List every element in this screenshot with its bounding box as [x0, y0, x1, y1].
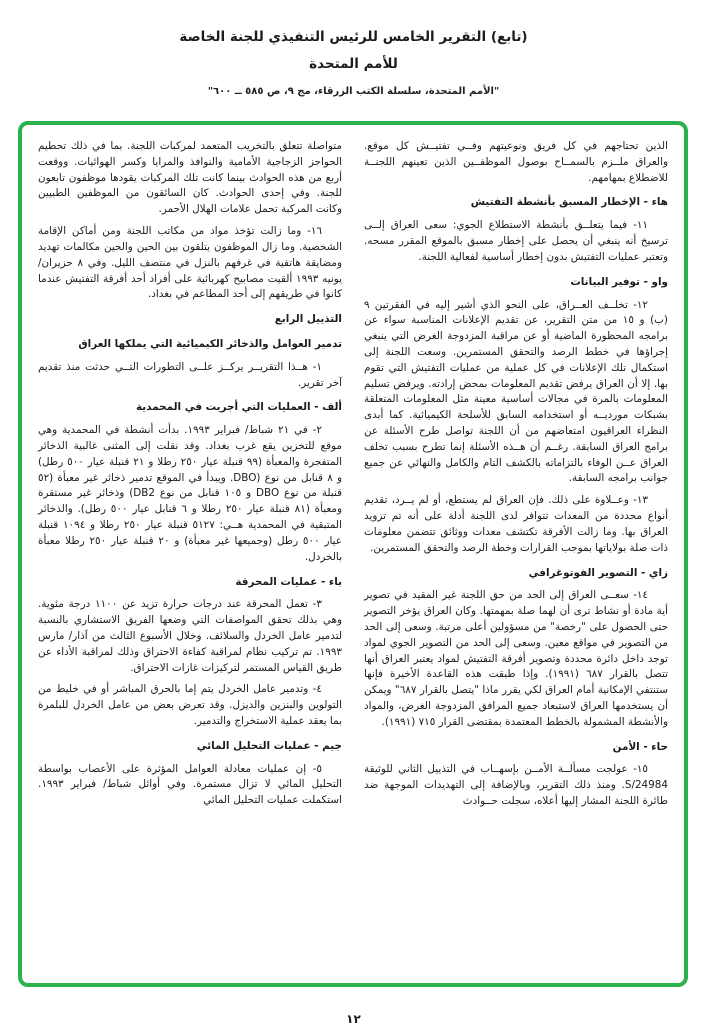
paragraph: ١٤- سعــى العراق إلى الحد من حق اللجنة غير المقيد في تصوير أية مادة أو نشاط ترى أن لهما صلة بمهمتها. وكان العراق يؤخر التصوير حتى الحصول على "رخصة" من مسؤولين أعلى مرتبة. وسعى إلى الحد من التصوير في مواقع معين. وسعى إلى الحد من التصوير الجوي لمواد توجد داخل دائرة محددة وتصوير أفرقة التفتيش لمواد يعتبر العراق أنها تتصل بالقرار ٦٨٧ (١٩٩١). وإذا طبقت هذه القاعدة الأخيرة فإنها ستنتفي الإمكانية أمام العراق لكي يقرر ماذا "يتصل بالقرار ٦٨٧" ويمكن أن يستخدمها العراق لاستبعاد جميع المرافق المزدوجة الغرض، والمواد والأنشطة المشمولة بالخطط المعتمدة بمقتضى القرار ٧١٥ (١٩٩١).: [364, 589, 668, 728]
paragraph: ١٥- عولجت مسألــة الأمــن بإسهــاب في التذييل الثاني للوثيقة S/24984. ومنذ ذلك التقرير، وبالإضافة إلى التهديدات الموجهة ضد طائرة اللجنة المشار إليها أعلاه، سجلت حــوادث: [364, 763, 668, 808]
document-source-note: "الأمم المتحدة، سلسلة الكتب الزرقاء، مج ٩، ص ٥٨٥ ــ ٦٠٠": [207, 86, 500, 97]
paragraph: ٢- في ٢١ شباط/ فبراير ١٩٩٣. بدأت أنشطة في المحمدية وهي موقع للتخزين يقع غرب بغداد. وقد نقلت إلى المثنى غالبية الذخائر المتفجرة والمعبأة (٩٩ قنبلة عيار ٢٥٠ رطلا و ٢١ قنبلة عيار ٥٠٠ رطل) و ٨ قنابل من نوع (DBO. ويبدأ في الموقع تدمير ذخائر غير معبأة (٥٢ قنبلة من نوع DBO و ١٠٥ قنابل من نوع DB2) وذخائر غير مستقرة ومعبأة (٨١ قنبلة عيار ٢٥٠ رطلا و ٦ قنابل عيار ٥٠٠ رطل). والذخائر المتبقية في المحمدية هــي: ٥١٢٧ قنبلة عيار ٢٥٠ رطلا و ١٠٩٤ قنبلة عيار ٥٠٠ رطل (وجميعها غير معبأة) و ٢٠ قنبلة عيار ٢٥٠ رطلا معبأة بالخردل.: [38, 424, 343, 563]
section-heading: التذييل الرابع: [274, 313, 342, 326]
section-heading: زاي - التصوير الفوتوغرافي: [528, 566, 668, 579]
paragraph: ١٣- وعــلاوة على ذلك. فإن العراق لم يستطع، أو لم يــرد، تقديم أنواع محددة من المعدات تتوافر لدى اللجنة أدلة على أنه تم تزويد العراق بها. وما زالت الأفرقة تكتشف معدات ووثائق تتضمن معلومات ذات صلة بولاياتها بموجب القرارات وخطة الرصد والتحقق المستمرين.: [364, 494, 668, 554]
page-number: ١٢: [346, 1012, 361, 1026]
column-left: [38, 139, 342, 973]
paragraph: ١- هــذا التقريــر يركــز علــى التطورات التــي حدثت منذ تقديم آخر تقرير.: [38, 360, 342, 389]
document-header: [0, 24, 707, 97]
section-heading: باء - عمليات المحرقة: [235, 575, 342, 588]
green-content-frame: [18, 121, 688, 987]
section-heading: حاء - الأمن: [612, 740, 668, 753]
paragraph: ١٦- وما زالت تؤخذ مواد من مكاتب اللجنة ومن أماكن الإقامة الشخصية. وما زال الموظفون يتلقون بين الحين والحين مكالمات تهديد ومضايقة هاتفية في غرفهم بالنزل في منتصف الليل. وفي ٨ حزيران/ يونيه ١٩٩٣ ألقيت مصابيح كهربائية على أفراد أحد أفرقة التفتيش عندما كانوا في طريقهم إلى أحد المطاعم في بغداد.: [38, 225, 342, 301]
section-heading: تدمير العوامل والذخائر الكيميائية التي يملكها العراق: [78, 337, 342, 350]
document-title-line1: (تابع) التقرير الخامس للرئيس التنفيذي للجنة الخاصة: [179, 29, 528, 45]
paragraph: متواصلة تتعلق بالتخريب المتعمد لمركبات اللجنة. بما في ذلك تحطيم الحواجز الزجاجية الأمامية والنوافذ والمرايا وكسر الهوائيات. ووقعت أربع من هذه الحوادث بينما كانت تلك المركبات يقودها موظفون تابعون للجنة. وفي إحدى الحوادث. كان السائقون من الموظفين الطبيين وكانت المركبة تحمل علامات الهلال الأحمر.: [38, 140, 342, 216]
paragraph: ٤- وتدمير عامل الخردل يتم إما بالحرق المباشر أو في خليط من التولوين والبنزين والديزل. وقد تعرض بعض من عامل الخردل للبلمرة بما يعقد عملية الاستخراج والتدمير.: [38, 683, 342, 727]
section-heading: ألف - العمليات التي أجريت في المحمدية: [135, 401, 342, 414]
paragraph: ١٢- تخلــف العــراق، على النحو الذي أشير إليه في الفقرتين ٩ (ب) و ١٥ من متن التقرير، عن تقديم الإعلانات المناسبة سواء عن برامجه المحظورة الماضية أو عن مراقبة المزدوجة الغرض التي ينبغي إجراؤها في خطط الرصد والتحقق المستمرين. وسعت اللجنة إلى استكمال تلك الإعلانات في كل عملية من عمليات التفتيش التي تقوم بها. إلا أن العراق يرفض تقديم المعلومات بمحض إرادته. ويرفض تسليم المعلومات بالمرة في مجالات أساسية معينة مثل المعلومات المتعلقة بشبكات مورديــه أو استخدامه السابق للأسلحة الكيميائية. كما أبدى النظراء العراقيون امتعاضهم من أن اللجنة تواصل طرح الأسئلة عن برامج العراق السابقة. رغــم أن هــذه الأسئلة إنما تطرح بسبب تخلف العراق عــن الوفاء بالتزاماته بالكشف التام والكامل والنهائي عن جميع جوانب برامجه السابقة.: [364, 298, 668, 485]
column-right: [364, 139, 668, 973]
paragraph: ٣- تعمل المحرقة عند درجات حرارة تزيد عن ١١٠٠ درجة مئوية. وهي بذلك تحقق المواصفات التي وضعها الفريق الاستشاري بالنسبة لتدمير عامل الخردل والسلائف. وخلال الأسبوع الثالث من آذار/ مارس ١٩٩٣. تم تركيب نظام لمراقبة كفاءة الاحتراق وذلك لمراقبة الأداء عن طريق القياس المستمر لتركيزات غازات الاحتراق.: [38, 598, 342, 674]
document-title-line2: للأمم المتحدة: [309, 56, 398, 72]
paragraph: الذين تحتاجهم في كل فريق ونوعيتهم وفــي تفتيــش كل موقع. والعراق ملــزم بالسمــاح بوصول الموظفــين الذين تعينهم اللجنــة للاضطلاع بمهامهم.: [364, 140, 668, 184]
paragraph: ١١- فيما يتعلــق بأنشطة الاستطلاع الجوي: سعى العراق إلــى ترسيخ أنه ينبغي أن يحصل على إخطار مسبق بالموقع المقرر مسحه. وتعتبر عمليات التفتيش بدون إخطار أساسية لفعالية اللجنة.: [364, 219, 668, 263]
paragraph: ٥- إن عمليات معادلة العوامل المؤثرة على الأعصاب بواسطة التحليل المائي لا تزال مستمرة. وفي أوائل شباط/ فبراير ١٩٩٣. استكملت عمليات التحليل المائي: [38, 762, 342, 807]
page-footer: [0, 1012, 707, 1026]
section-heading: واو - توفير البيانات: [570, 275, 668, 288]
section-heading: جيم - عمليات التحليل المائي: [196, 739, 342, 752]
section-heading: هاء - الإخطار المسبق بأنشطة التفتيش: [470, 196, 668, 209]
